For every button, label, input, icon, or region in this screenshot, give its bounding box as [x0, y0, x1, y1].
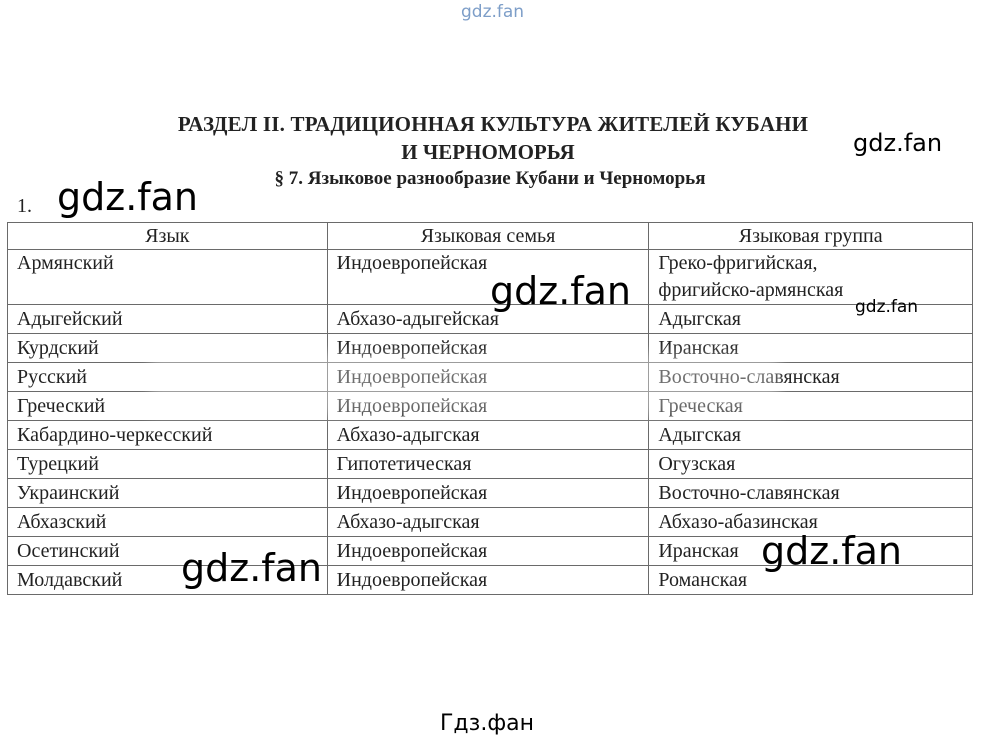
cell-family: Абхазо-адыгская [327, 421, 649, 450]
header-family: Языковая семья [327, 223, 649, 250]
section-title-continued: И ЧЕРНОМОРЬЯ [401, 140, 575, 164]
cell-language: Армянский [8, 250, 328, 305]
cell-language: Абхазский [8, 508, 328, 537]
paragraph-title: § 7. Языковое разнообразие Кубани и Черноморья [274, 168, 706, 189]
cell-language: Курдский [8, 334, 328, 363]
cell-group: Иранская [649, 334, 973, 363]
cell-group: Романская [649, 566, 973, 595]
header-group: Языковая группа [649, 223, 973, 250]
cell-language: Русский [8, 363, 328, 392]
cell-family: Гипотетическая [327, 450, 649, 479]
table-row [8, 421, 973, 450]
cell-family: Абхазо-адыгская [327, 508, 649, 537]
cell-group: Греко-фригийская, фригийско-армянская [649, 250, 973, 305]
cell-language: Турецкий [8, 450, 328, 479]
cell-group: Восточно-славянская [649, 363, 973, 392]
watermark: gdz.fan [490, 269, 632, 313]
task-number: 1. [17, 195, 32, 217]
watermark: gdz.fan [853, 129, 943, 157]
cell-family: Индоевропейская [327, 392, 649, 421]
cell-language: Греческий [8, 392, 328, 421]
table-row [8, 450, 973, 479]
watermark: gdz.fan [57, 175, 199, 219]
header-language: Язык [8, 223, 328, 250]
cell-family: Индоевропейская [327, 363, 649, 392]
table-row [8, 479, 973, 508]
table-row [8, 363, 973, 392]
watermark-top: gdz.fan [461, 2, 525, 22]
cell-family: Индоевропейская [327, 566, 649, 595]
section-title: РАЗДЕЛ II. ТРАДИЦИОННАЯ КУЛЬТУРА ЖИТЕЛЕЙ КУБАНИ [177, 112, 809, 136]
cell-language: Кабардино-черкесский [8, 421, 328, 450]
cell-group: Адыгская [649, 305, 973, 334]
watermark-bottom: Гдз.фан [440, 711, 534, 736]
table-row [8, 392, 973, 421]
table-row [8, 334, 973, 363]
cell-language: Украинский [8, 479, 328, 508]
cell-family: Индоевропейская [327, 250, 649, 305]
watermark: gdz.fan [855, 297, 919, 317]
watermark: gdz.fan [761, 529, 903, 573]
cell-family: Индоевропейская [327, 334, 649, 363]
cell-group: Греческая [649, 392, 973, 421]
cell-group: Огузская [649, 450, 973, 479]
cell-language: Адыгейский [8, 305, 328, 334]
cell-group: Восточно-славянская [649, 479, 973, 508]
table-header-row [8, 223, 973, 250]
cell-family: Индоевропейская [327, 479, 649, 508]
cell-group: Абхазо-абазинская [649, 508, 973, 537]
cell-family: Индоевропейская [327, 537, 649, 566]
watermark: gdz.fan [181, 546, 323, 590]
cell-language: Молдавский [8, 566, 328, 595]
cell-family: Абхазо-адыгейская [327, 305, 649, 334]
cell-language: Осетинский [8, 537, 328, 566]
cell-group: Адыгская [649, 421, 973, 450]
cell-group: Иранская [649, 537, 973, 566]
